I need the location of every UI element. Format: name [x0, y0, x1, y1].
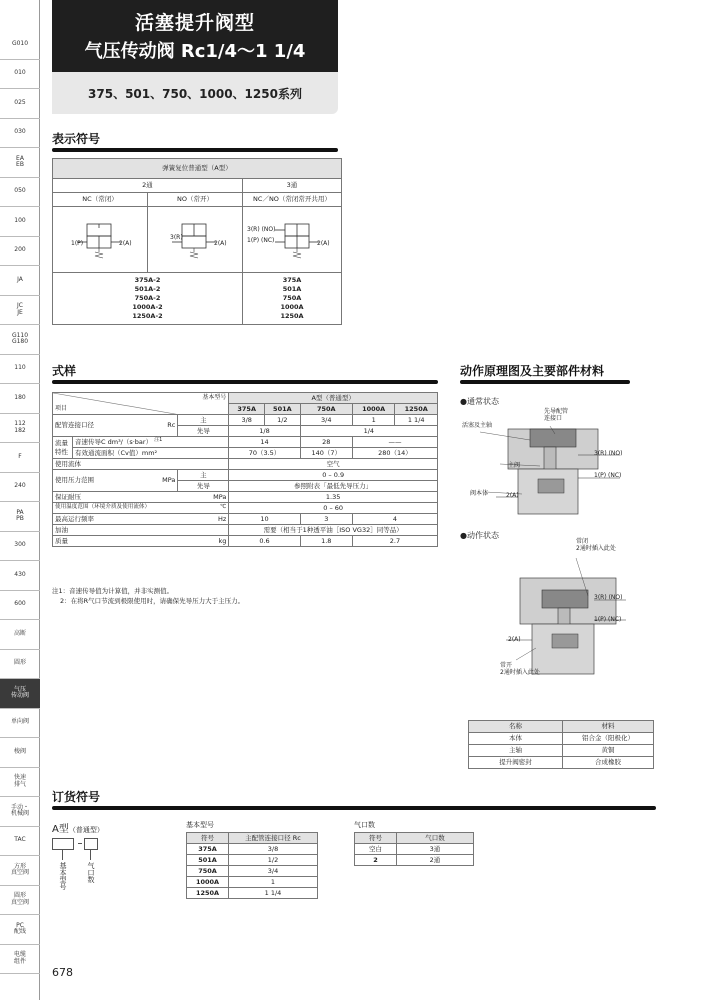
port-count-box	[84, 838, 98, 850]
sidebar-tab[interactable]: 单向阀	[0, 709, 40, 739]
spec-table	[52, 392, 438, 547]
sidebar-tab[interactable]: 方形 真空阀	[0, 856, 40, 886]
base-code: 1250A	[187, 888, 229, 899]
base-model-table	[186, 832, 318, 899]
mass-cell: 2.7	[352, 536, 437, 547]
port-header: 符号	[355, 833, 397, 844]
mass-label	[53, 536, 229, 547]
model-2way: 375A-2	[134, 275, 161, 284]
header-nc: NC（常闭）	[53, 193, 148, 207]
temp-cell: 0 – 60	[229, 503, 438, 514]
materials-header: 名称	[469, 721, 563, 733]
mass-cell: 1.8	[300, 536, 352, 547]
sidebar-tab[interactable]: 010	[0, 60, 40, 90]
freq-unit: Hz	[218, 514, 227, 523]
material-name: 主轴	[469, 745, 563, 757]
mass-cell: 0.6	[229, 536, 300, 547]
box-dash	[78, 843, 82, 844]
section-bar	[460, 380, 630, 384]
header-3way: 3通	[243, 179, 342, 193]
section-bar	[52, 806, 656, 810]
base-size: 1	[229, 877, 318, 888]
type-label: A型	[52, 824, 69, 835]
sonic-cell: 28	[300, 437, 352, 448]
valve-symbol-nc-icon	[55, 208, 145, 270]
models-3way	[243, 273, 342, 325]
sidebar-tab[interactable]: JA	[0, 266, 40, 296]
materials-table	[468, 720, 654, 769]
type-sub: （普通型）	[68, 826, 104, 834]
label-pilot-port: 先导配管 连接口	[544, 408, 569, 423]
port-value: 3通	[397, 844, 474, 855]
base-size: 1/2	[229, 855, 318, 866]
model-3way: 1000A	[280, 303, 304, 312]
port-count-table	[354, 832, 474, 866]
page-title-block	[52, 0, 338, 72]
label-action-port1: 1(P) (NC)	[594, 616, 622, 623]
proof-label	[53, 492, 229, 503]
sidebar-tab[interactable]: EA EB	[0, 148, 40, 178]
sonic-label-text: 音速传导C dm³/（s·bar）	[75, 438, 153, 447]
header-2way: 2通	[53, 179, 243, 193]
pressure-label-text: 使用压力范围	[55, 476, 94, 485]
temp-unit: ℃	[220, 504, 227, 511]
lube-cell: 需要（相当于1种透平油［ISO VG32］同等品）	[229, 525, 438, 536]
sidebar-tab[interactable]: 圆形	[0, 650, 40, 680]
proof-cell: 1.35	[229, 492, 438, 503]
corner-top-label: 基本型号	[202, 394, 227, 401]
fluid-label: 使用流体	[53, 459, 229, 470]
label-action-port2: 2(A)	[508, 636, 521, 643]
sidebar-tab[interactable]: 200	[0, 237, 40, 267]
section-title-order: 订货符号	[52, 790, 101, 804]
page-title: 活塞提升阀型	[134, 12, 255, 34]
corner-bottom-label: 项目	[55, 405, 68, 412]
ncno-port3-label: 3(R) (NO)	[247, 226, 276, 233]
port-value: 2通	[397, 855, 474, 866]
sidebar-tab[interactable]: F	[0, 443, 40, 473]
sonic-cell: ——	[352, 437, 437, 448]
label-action-port3: 3(R) (NO)	[594, 594, 623, 601]
lube-label: 加油	[53, 525, 229, 536]
section-bar	[52, 148, 338, 152]
model-3way: 375A	[282, 275, 302, 284]
model-header: 501A	[265, 404, 301, 415]
model-header: 375A	[229, 404, 265, 415]
port-main-cell: 3/8	[229, 415, 265, 426]
model-2way: 501A-2	[134, 284, 161, 293]
base-code: 375A	[187, 844, 229, 855]
sidebar-tab[interactable]: 电缆 组件	[0, 945, 40, 975]
page-number: 678	[52, 966, 73, 979]
sonic-cell: 14	[229, 437, 300, 448]
port-table-title: 气口数	[354, 821, 375, 829]
sidebar-tab[interactable]: 050	[0, 178, 40, 208]
proof-unit: MPa	[213, 492, 227, 501]
material-name: 提升阀密封	[469, 757, 563, 769]
normal-state-label: ●通常状态	[460, 397, 499, 406]
leader-line	[90, 850, 91, 860]
base-table-title: 基本型号	[186, 821, 214, 829]
port-label: 配管连接口径	[55, 421, 94, 430]
section-title-spec: 式样	[52, 364, 77, 378]
port-pilot-cell: 1/4	[300, 426, 437, 437]
port-main-cell: 1	[352, 415, 395, 426]
ncno-port1-label: 1(P) (NC)	[247, 237, 275, 244]
material-name: 本体	[469, 733, 563, 745]
symbol-table	[52, 158, 342, 325]
pressure-label	[53, 470, 178, 492]
sidebar-tab[interactable]: 100	[0, 207, 40, 237]
model-2way: 750A-2	[134, 293, 161, 302]
label-port3: 3(R) (NO)	[594, 450, 623, 457]
label-body: 阀本体	[470, 490, 489, 497]
pilot-label: 先导	[178, 481, 229, 492]
base-size: 1 1/4	[229, 888, 318, 899]
sidebar-tab[interactable]: 030	[0, 119, 40, 149]
leader-line	[62, 850, 63, 860]
base-size: 3/4	[229, 866, 318, 877]
freq-label	[53, 514, 229, 525]
base-header: 符号	[187, 833, 229, 844]
label-piston: 活塞及主轴	[462, 422, 493, 429]
flow-label-2: 特性	[55, 447, 68, 456]
row-label-port	[53, 415, 178, 437]
sidebar-tab[interactable]: 气压 传动阀	[0, 679, 40, 709]
label-main-valve: 主阀	[508, 462, 521, 469]
order-type-label	[52, 820, 104, 835]
base-size: 3/8	[229, 844, 318, 855]
temp-label	[53, 503, 229, 514]
main-label: 主	[178, 470, 229, 481]
section-title-principle: 动作原理图及主要部件材料	[460, 364, 605, 378]
label-open-insert: 常开 2通时插入此处	[500, 662, 540, 677]
spec-note-1: 注1：音速传导值为计算值，并非实测值。	[52, 587, 174, 595]
nc-port2-label: 2(A)	[119, 240, 132, 247]
flow-label	[53, 437, 73, 459]
sidebar	[0, 0, 40, 1000]
label-port1: 1(P) (NC)	[594, 472, 622, 479]
model-3way: 750A	[282, 293, 302, 302]
port-main-cell: 3/4	[300, 415, 352, 426]
pressure-main-cell: 0 – 0.9	[229, 470, 438, 481]
pressure-unit: MPa	[162, 476, 176, 485]
sidebar-tab[interactable]: 600	[0, 591, 40, 621]
base-code: 501A	[187, 855, 229, 866]
base-code: 750A	[187, 866, 229, 877]
mass-label-text: 质量	[55, 536, 68, 545]
pilot-label: 先导	[178, 426, 229, 437]
symbol-table-header: 弹簧复位普通型（A型）	[53, 159, 342, 179]
group-header: A型（普通型）	[229, 393, 438, 404]
label-port2: 2(A)	[506, 492, 519, 499]
sidebar-tab[interactable]: G010	[0, 30, 40, 60]
sidebar-tab[interactable]: G110 G180	[0, 325, 40, 355]
spec-note-2: 2：在将R气口节流到极限使用时，请确保先导压力大于主压力。	[60, 597, 245, 605]
freq-cell: 3	[300, 514, 352, 525]
section-bar	[52, 380, 438, 384]
box-label-base: 基本型号	[59, 862, 67, 890]
sidebar-tab[interactable]: PA PB	[0, 502, 40, 532]
sidebar-tab[interactable]: TAC	[0, 827, 40, 857]
sidebar-tab[interactable]: 180	[0, 384, 40, 414]
symbol-no-cell	[148, 207, 243, 273]
symbol-nc-cell	[53, 207, 148, 273]
models-2way	[53, 273, 243, 325]
port-pilot-cell: 1/8	[229, 426, 300, 437]
valve-symbol-no-icon	[150, 208, 240, 270]
section-title-symbols: 表示符号	[52, 132, 101, 146]
port-header: 气口数	[397, 833, 474, 844]
sidebar-tab[interactable]: 112 182	[0, 414, 40, 444]
sidebar-tab[interactable]: 手动・ 机械阀	[0, 797, 40, 827]
note-mark: 注1	[154, 437, 163, 444]
corner-cell	[53, 393, 229, 415]
flow-label-1: 流量	[55, 439, 68, 448]
freq-cell: 10	[229, 514, 300, 525]
series-label: 375、501、750、1000、1250系列	[52, 72, 338, 114]
main-label: 主	[178, 415, 229, 426]
materials-header: 材料	[563, 721, 654, 733]
model-header: 750A	[300, 404, 352, 415]
header-ncno: NC／NO（常闭常开共用）	[243, 193, 342, 207]
sidebar-tab[interactable]: 110	[0, 355, 40, 385]
material-value: 合成橡胶	[563, 757, 654, 769]
area-cell: 140（7）	[300, 448, 352, 459]
sidebar-tab[interactable]: PC 配线	[0, 915, 40, 945]
freq-label-text: 最高运行频率	[55, 514, 94, 523]
base-header: 主配管连接口径 Rc	[229, 833, 318, 844]
model-2way: 1000A-2	[132, 303, 163, 312]
symbol-ncno-cell	[243, 207, 342, 273]
model-3way: 1250A	[280, 312, 304, 321]
pressure-pilot-cell: 参照附表「最低先导压力」	[229, 481, 438, 492]
sidebar-tab[interactable]: 梭阀	[0, 738, 40, 768]
model-2way: 1250A-2	[132, 312, 163, 321]
sidebar-tab[interactable]: 025	[0, 89, 40, 119]
port-main-cell: 1 1/4	[395, 415, 438, 426]
port-unit: Rc	[167, 421, 176, 430]
nc-port1-label: 1(P)	[71, 240, 84, 247]
model-header: 1000A	[352, 404, 395, 415]
material-value: 黄铜	[563, 745, 654, 757]
port-code: 空白	[355, 844, 397, 855]
sidebar-tab[interactable]: 430	[0, 561, 40, 591]
page-subtitle: 气压传动阀 Rc1/4～1 1/4	[84, 41, 306, 62]
box-label-ports: 气口数	[87, 862, 95, 883]
temp-label-text: 使用温度范围（环境介质及使用流体）	[55, 504, 151, 511]
port-code: 2	[355, 855, 397, 866]
material-value: 铝合金（阳极化）	[563, 733, 654, 745]
sidebar-tab[interactable]: JC JE	[0, 296, 40, 326]
no-port2-label: 2(A)	[214, 240, 227, 247]
sonic-label	[73, 437, 229, 448]
model-3way: 501A	[282, 284, 302, 293]
area-label: 有效通流面积（Cv值）mm²	[73, 448, 229, 459]
port-main-cell: 1/2	[265, 415, 301, 426]
ncno-port2-label: 2(A)	[317, 240, 330, 247]
proof-label-text: 保证耐压	[55, 492, 81, 501]
base-model-box	[52, 838, 74, 850]
sidebar-tab[interactable]: 300	[0, 532, 40, 562]
action-state-label: ●动作状态	[460, 531, 499, 540]
sidebar-tab[interactable]: 240	[0, 473, 40, 503]
sidebar-tab[interactable]: 高断	[0, 620, 40, 650]
base-code: 1000A	[187, 877, 229, 888]
area-cell: 280（14）	[352, 448, 437, 459]
no-port3-label: 3(R)	[170, 234, 183, 241]
sidebar-tab[interactable]: 圆形 真空阀	[0, 886, 40, 916]
fluid-cell: 空气	[229, 459, 438, 470]
freq-cell: 4	[352, 514, 437, 525]
sidebar-tab[interactable]: 快速 排气	[0, 768, 40, 798]
header-no: NO（常开）	[148, 193, 243, 207]
area-cell: 70（3.5）	[229, 448, 300, 459]
model-header: 1250A	[395, 404, 438, 415]
mass-unit: kg	[218, 536, 227, 545]
label-closed-insert: 常闭 2通时插入此处	[576, 538, 616, 553]
